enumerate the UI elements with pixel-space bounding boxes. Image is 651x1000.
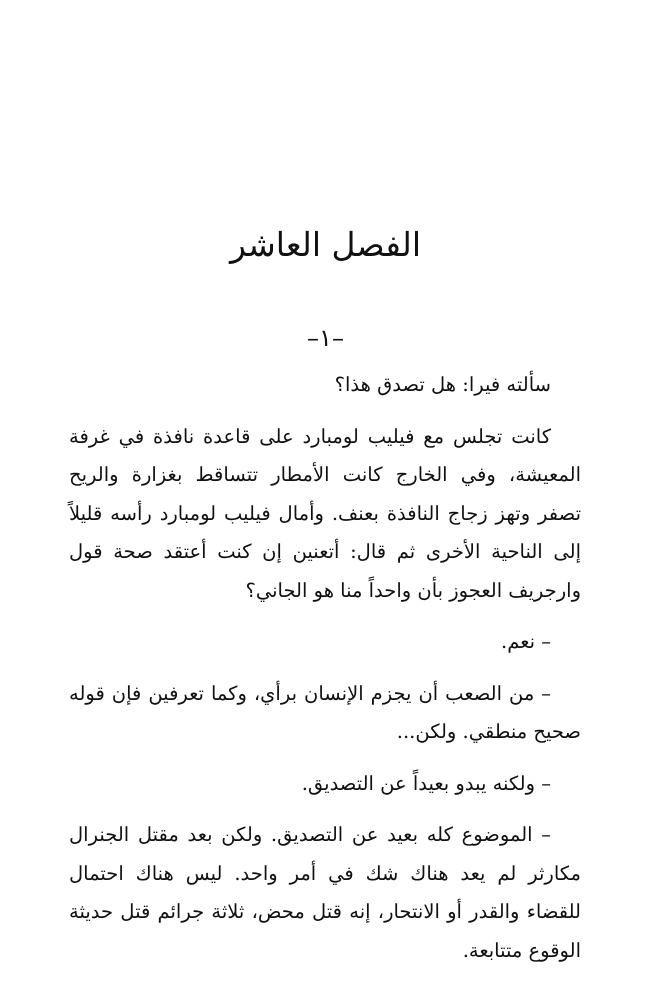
chapter-title: الفصل العاشر: [229, 225, 422, 264]
paragraph-dialogue-murders: – الموضوع كله بعيد عن التصديق. ولكن بعد مقتل الجنرال مكارثر لم يعد هناك شك في أمر واحد. ليس هناك احتمال للقضاء والقدر أو الانتحار، إنه قتل محض، ثلاثة جرائم قتل حديثة الوقوع متتابعة.: [69, 823, 581, 962]
paragraph-dialogue-far-fetched: – ولكنه يبدو بعيداً عن التصديق.: [301, 771, 551, 795]
paragraph-vera-question: سألته فيرا: هل تصدق هذا؟: [334, 373, 551, 396]
paragraph-dialogue-yes: – نعم.: [501, 630, 551, 653]
paragraph-dialogue-hard-to-judge: – من الصعب أن يجزم الإنسان برأي، وكما تعرفين فإن قوله صحيح منطقي. ولكن...: [69, 681, 581, 743]
chapter-body: [69, 366, 581, 983]
paragraph-narration: كانت تجلس مع فيليب لومبارد على قاعدة نافذة في غرفة المعيشة، وفي الخارج كانت الأمطار تتساقط بغزارة والريح تصفر وتهز زجاج النافذة بعنف. وأمال فيليب لومبارد رأسه قليلاً إلى الناحية الأخرى ثم قال: أتعنين إن كنت أعتقد صحة قول وارجريف العجوز بأن واحداً منا هو الجاني؟: [69, 424, 581, 602]
section-number: –١–: [307, 324, 344, 352]
